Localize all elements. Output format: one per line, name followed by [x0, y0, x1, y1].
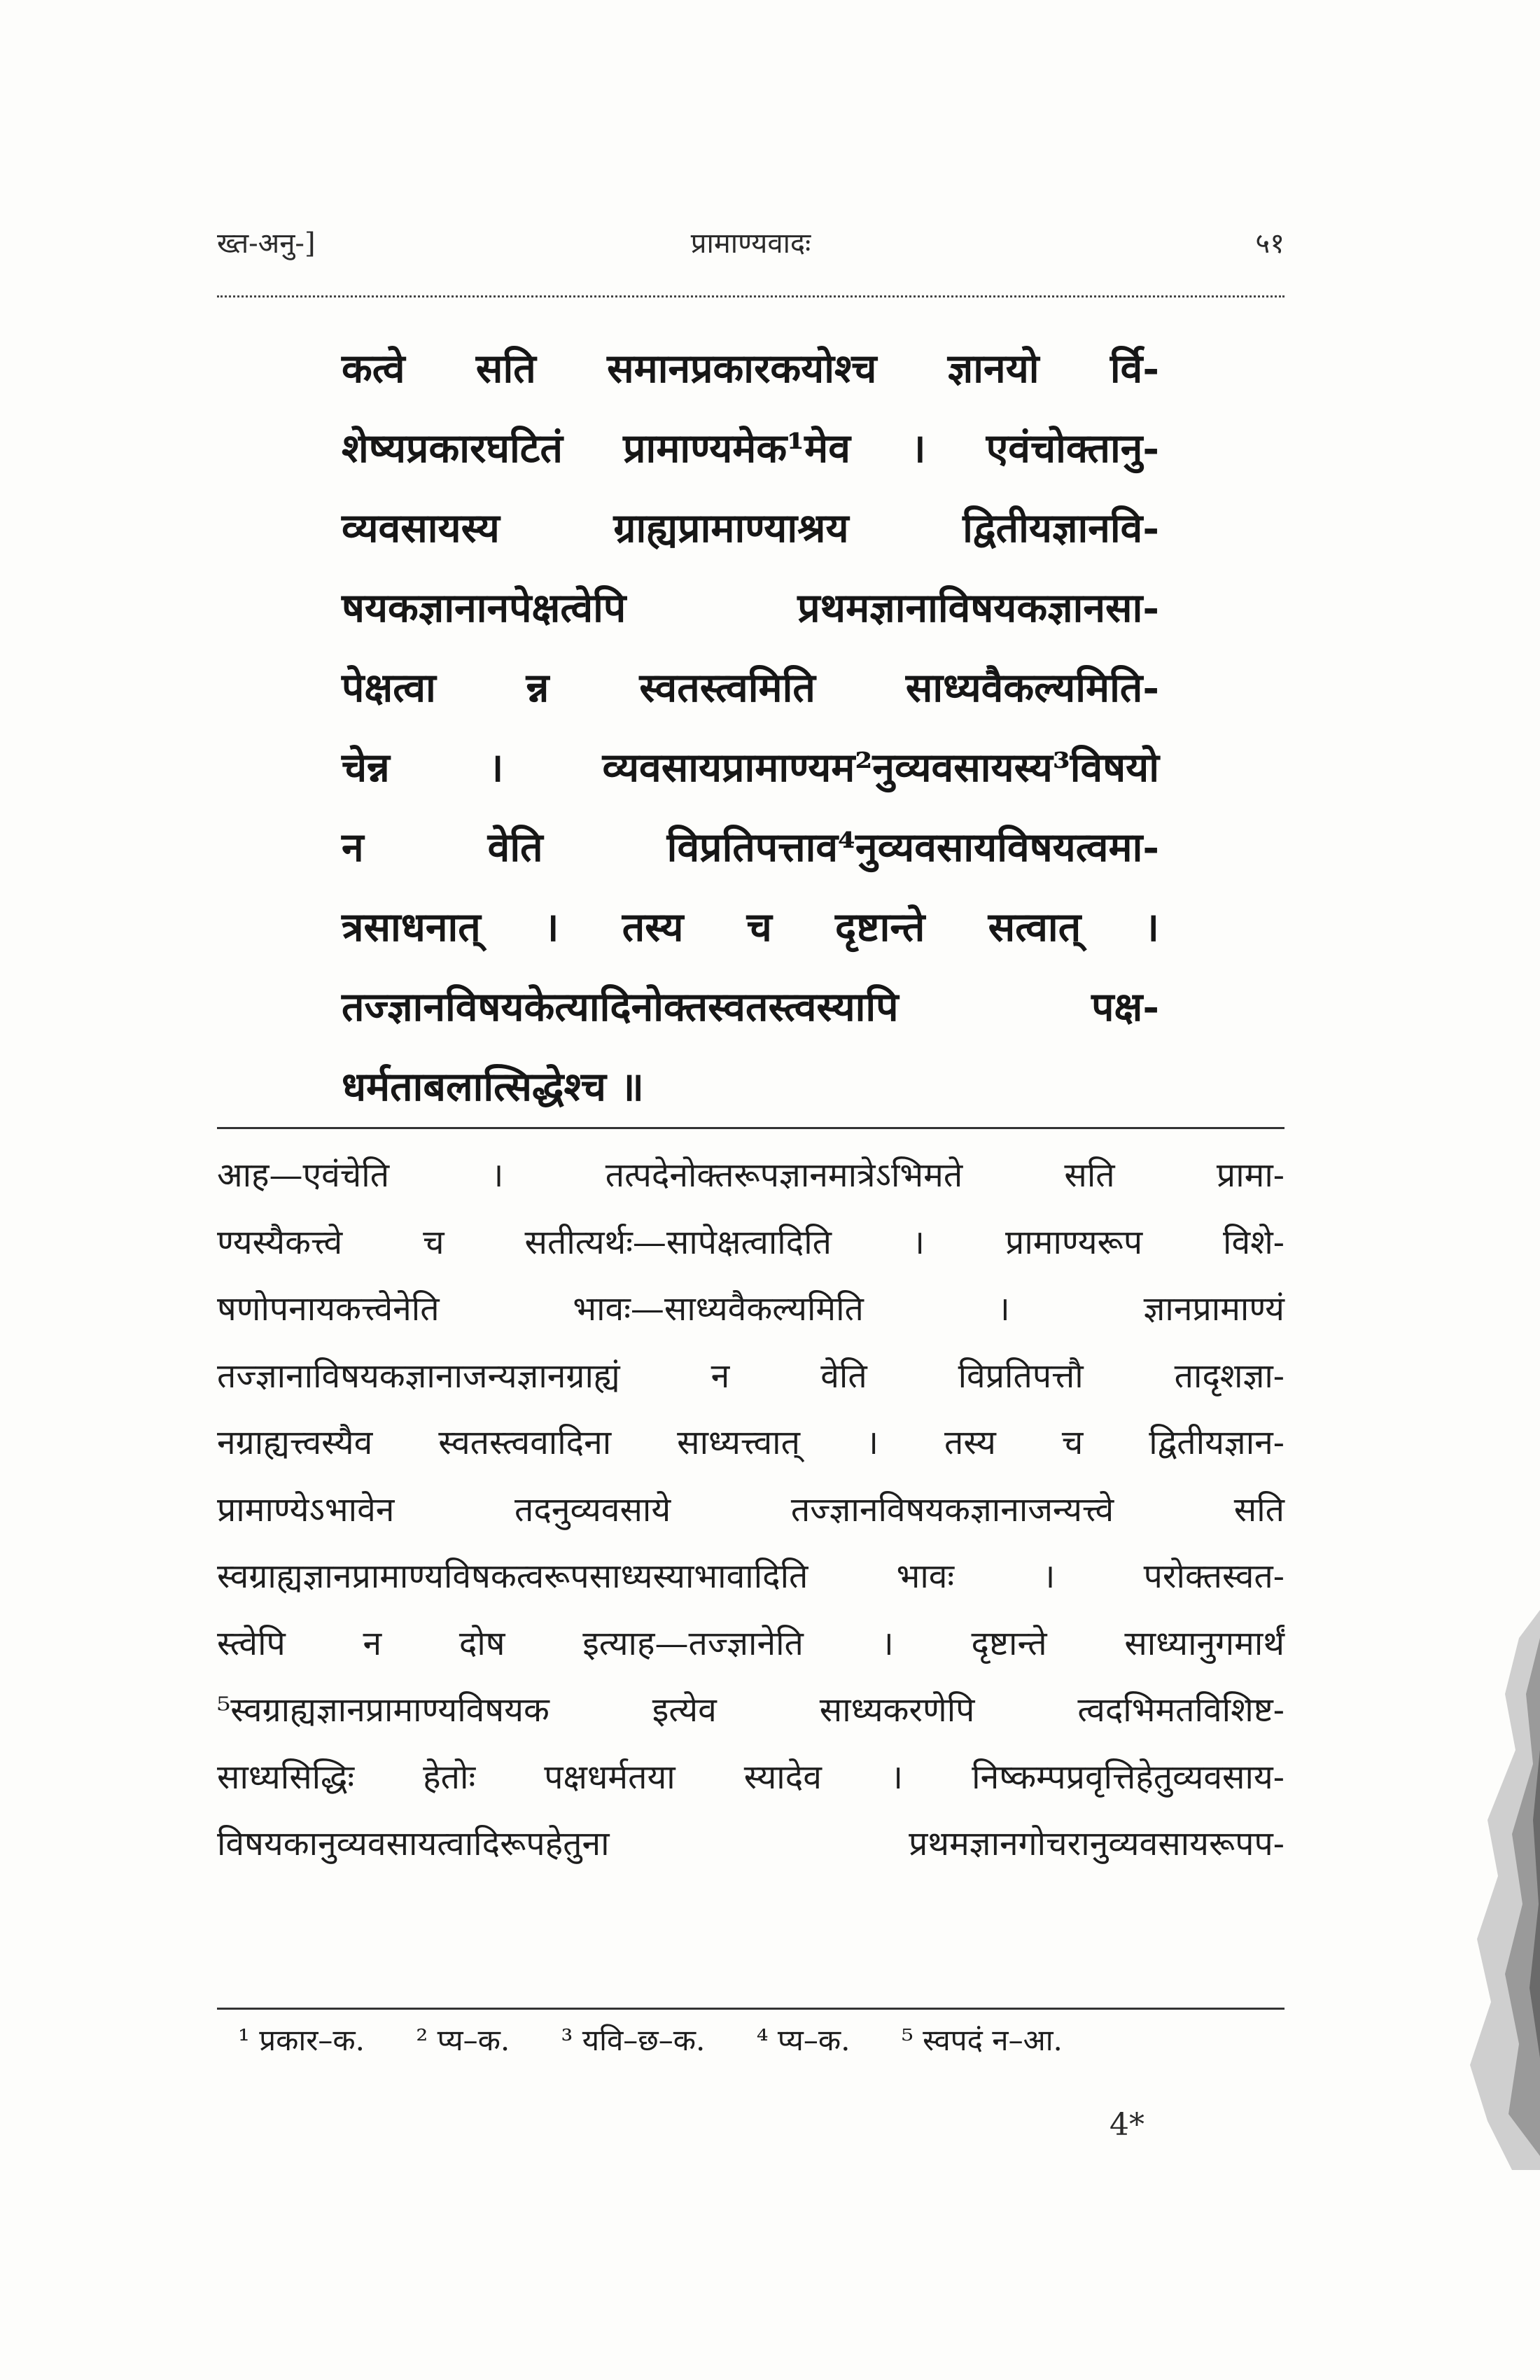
commentary-line: षणोपनायकत्त्वेनेति भावः—साध्यवैकल्यमिति । ज्ञानप्रामाण्यं [217, 1289, 1284, 1329]
section-divider [217, 1127, 1284, 1129]
footnote: ⁵ स्वपदं न–आ. [901, 2023, 1063, 2057]
commentary-line: साध्यसिद्धिः हेतोः पक्षधर्मतया स्यादेव । निष्कम्पप्रवृत्तिहेतुव्यवसाय- [217, 1757, 1284, 1797]
main-text-line: शेष्यप्रकारघटितं प्रामाण्यमेक¹मेव । एवंचोक्तानु- [342, 425, 1159, 472]
commentary-line: आह—एवंचेति । तत्पदेनोक्तरूपज्ञानमात्रेऽभिमते सति प्रामा- [217, 1156, 1284, 1195]
commentary-line: प्रामाण्येऽभावेन तदनुव्यवसाये तज्ज्ञानविषयकज्ञानाजन्यत्त्वे सति [217, 1490, 1284, 1530]
header-rule [217, 295, 1284, 298]
footnotes [238, 2019, 1284, 2062]
main-text-line: चेन्न । व्यवसायप्रामाण्यम²नुव्यवसायस्य³विषयो [342, 744, 1159, 791]
commentary-line: नग्राह्यत्त्वस्यैव स्वतस्त्ववादिना साध्यत्त्वात् । तस्य च द्वितीयज्ञान- [217, 1423, 1284, 1462]
footnote: ³ यवि–छ–क. [561, 2023, 706, 2057]
main-text-line: पेक्षत्वा न्न स्वतस्त्वमिति साध्यवैकल्यमिति- [342, 664, 1159, 711]
signature-mark: 4* [1110, 2107, 1144, 2143]
commentary-line: विषयकानुव्यवसायत्वादिरूपहेतुना प्रथमज्ञानगोचरानुव्यवसायरूपप- [217, 1824, 1284, 1863]
section-marker: ख्त-अनु-] [217, 227, 316, 260]
main-text-block [342, 329, 1159, 1127]
footnote: ² प्य–क. [416, 2023, 510, 2057]
page-title: प्रामाण्यवादः [690, 227, 811, 260]
commentary-line: ण्यस्यैकत्त्वे च सतीत्यर्थः—सापेक्षत्वादिति । प्रामाण्यरूप विशे- [217, 1222, 1284, 1262]
commentary-line: ⁵स्वग्राह्यज्ञानप्रामाण्यविषयक इत्येव साध्यकरणेपि त्वदभिमतविशिष्ट- [217, 1690, 1284, 1730]
commentary-line: तज्ज्ञानाविषयकज्ञानाजन्यज्ञानग्राह्यं न वेति विप्रतिपत्तौ तादृशज्ञा- [217, 1356, 1284, 1396]
commentary-block [217, 1142, 1284, 1878]
main-text-line: षयकज्ञानानपेक्षत्वेपि प्रथमज्ञानाविषयकज्ञानसा- [342, 584, 1159, 631]
footnote-rule [217, 2008, 1284, 2010]
main-text-line: धर्मताबलात्सिद्धेश्च ॥ [342, 1063, 644, 1110]
footnote: ⁴ प्य–क. [756, 2023, 850, 2057]
main-text-line: तज्ज्ञानविषयकेत्यादिनोक्तस्वतस्त्वस्यापि पक्ष- [342, 983, 1159, 1030]
commentary-line: स्त्वेपि न दोष इत्याह—तज्ज्ञानेति । दृष्टान्ते साध्यानुगमार्थं [217, 1623, 1284, 1663]
main-text-line: त्रसाधनात् । तस्य च दृष्टान्ते सत्वात् । [342, 904, 1159, 951]
main-text-line: व्यवसायस्य ग्राह्यप्रामाण्याश्रय द्वितीयज्ञानवि- [342, 505, 1159, 552]
commentary-line: स्वग्राह्यज्ञानप्रामाण्यविषकत्वरूपसाध्यस्याभावादिति भावः । परोक्तस्वत- [217, 1557, 1284, 1596]
running-head [217, 223, 1284, 272]
torn-page-edge [1421, 1610, 1540, 2170]
main-text-line: कत्वे सति समानप्रकारकयोश्च ज्ञानयो र्वि- [342, 345, 1159, 392]
page-number: ५१ [1255, 227, 1284, 260]
footnote: ¹ प्रकार–क. [238, 2023, 365, 2057]
main-text-line: न वेति विप्रतिपत्ताव⁴नुव्यवसायविषयत्वमा- [342, 824, 1159, 871]
